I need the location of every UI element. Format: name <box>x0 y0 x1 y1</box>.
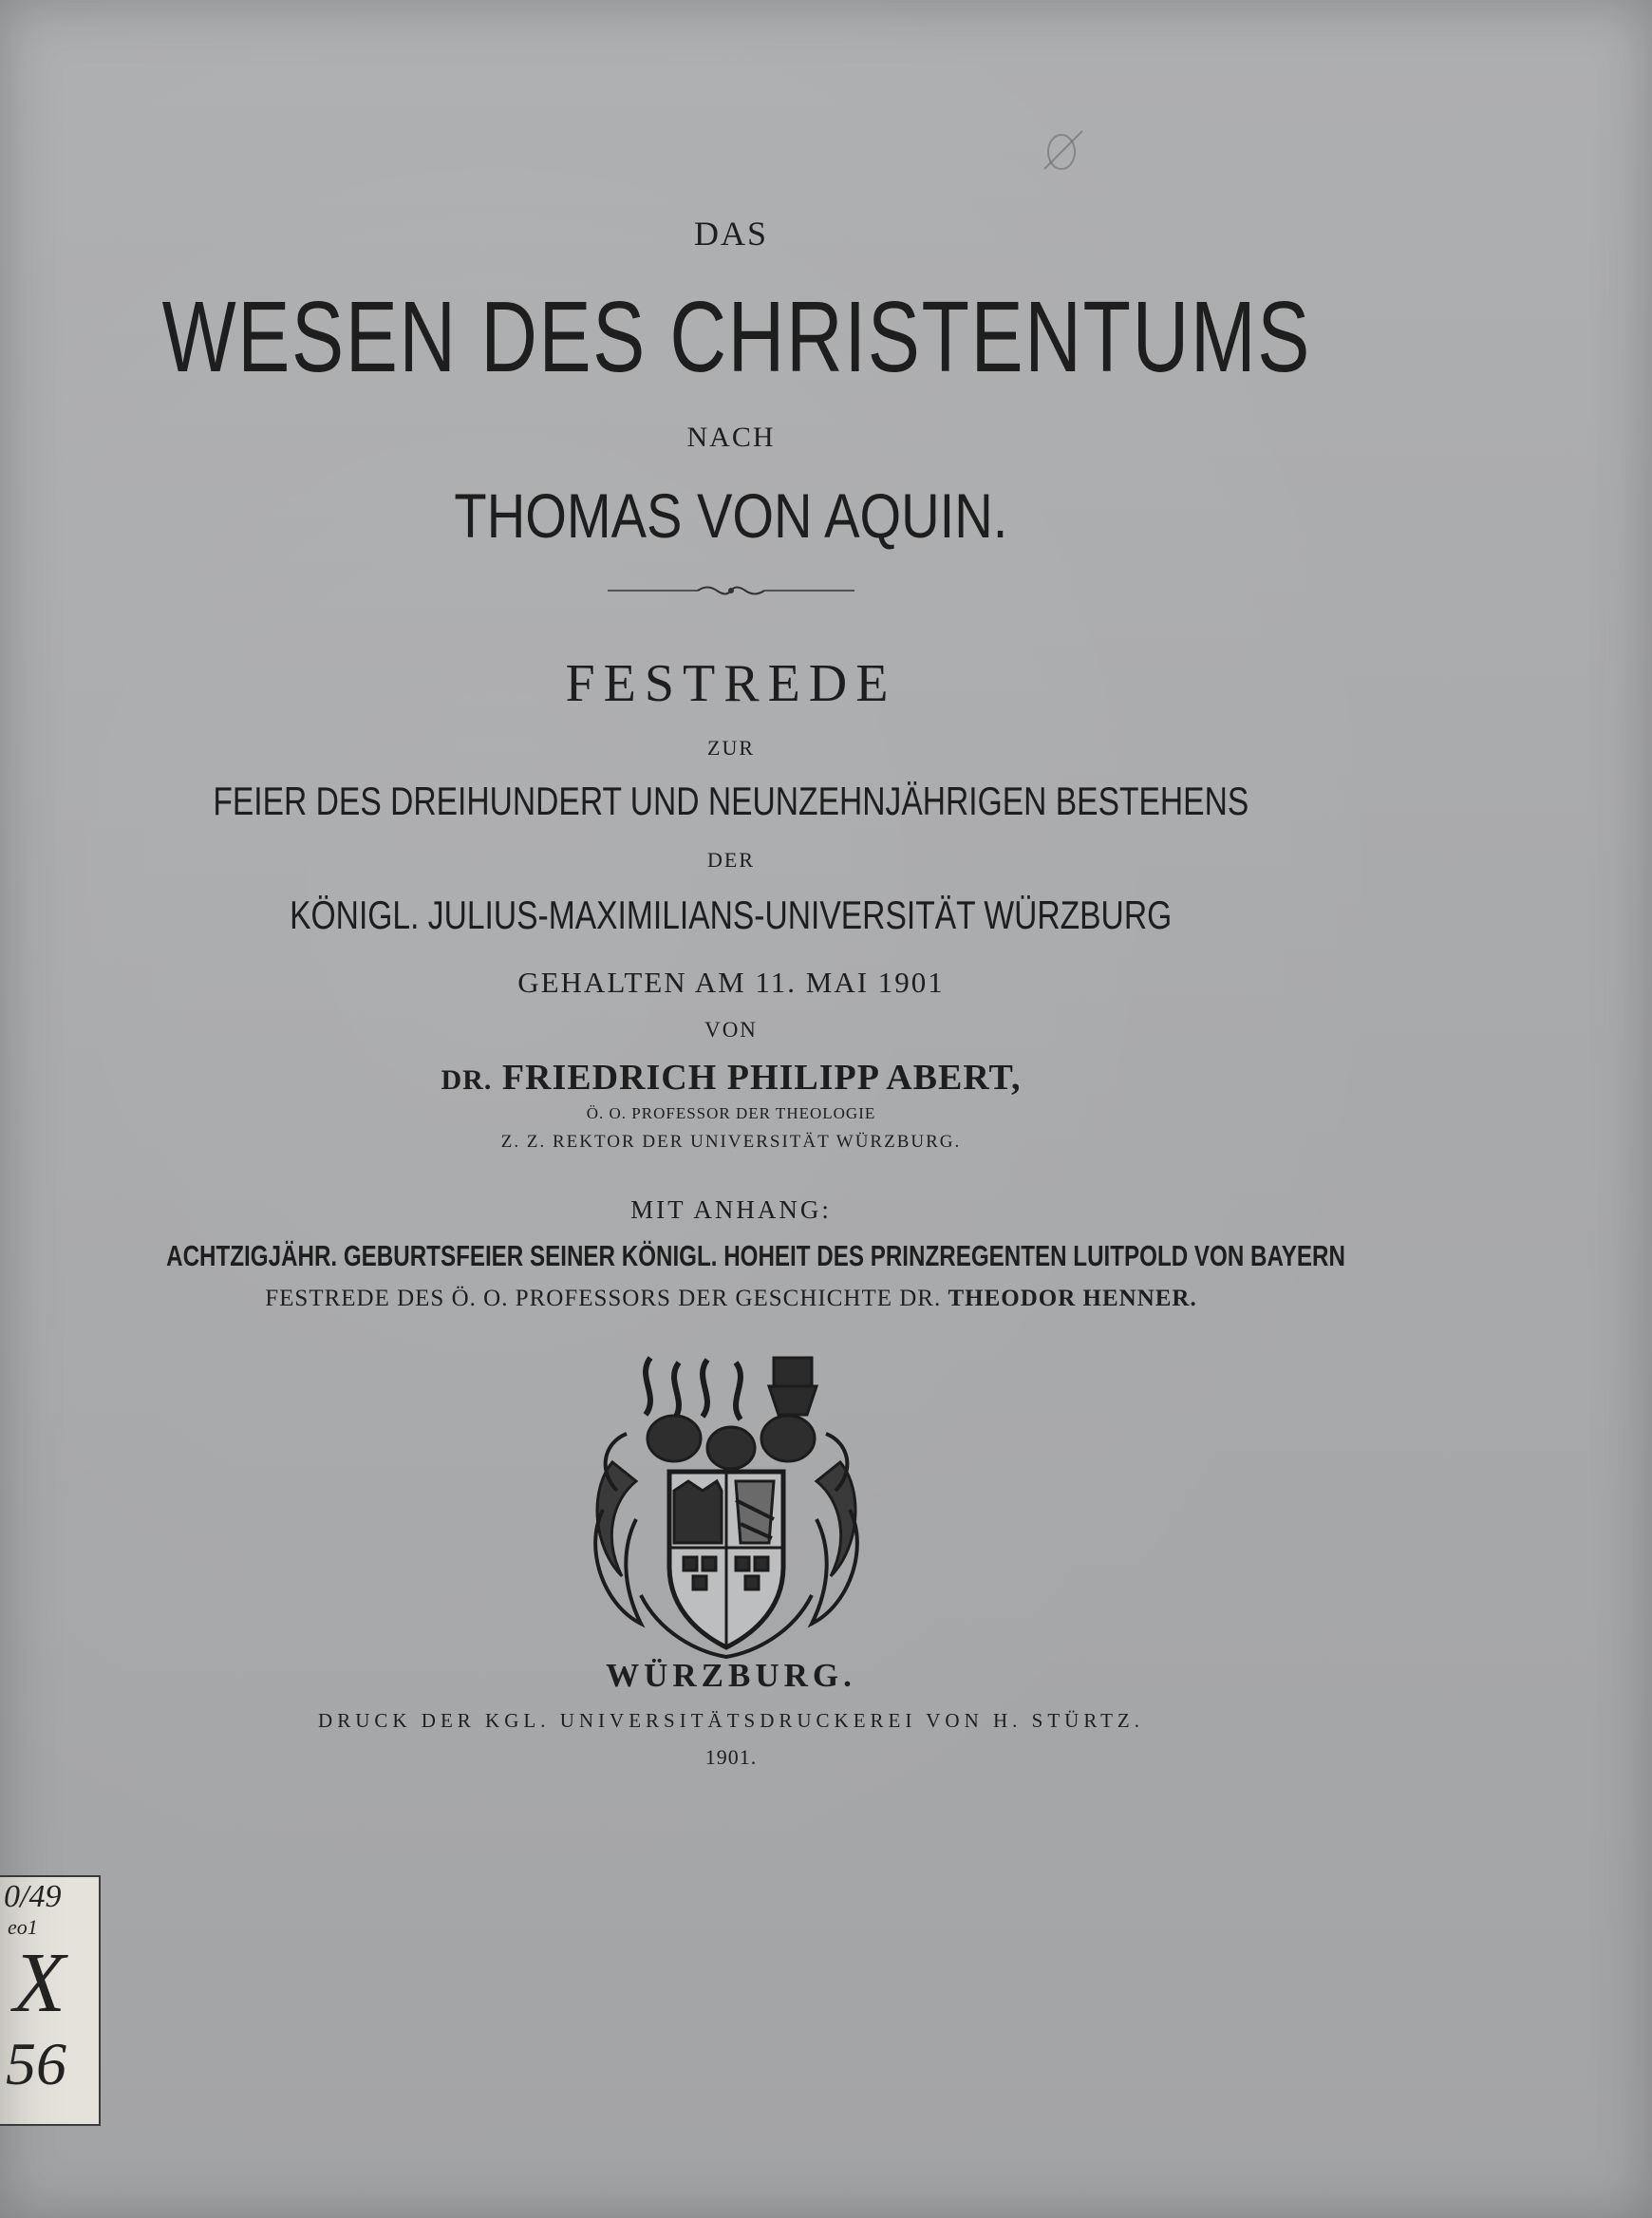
university-text: KÖNIGL. JULIUS-MAXIMILIANS-UNIVERSITÄT WÜRZBURG <box>290 893 1173 937</box>
appendix-line-2-name: THEODOR HENNER. <box>948 1286 1197 1311</box>
appendix-line-2-prefix: FESTREDE DES Ö. O. PROFESSORS DER GESCHICHTE DR. <box>265 1286 942 1311</box>
appendix-line-2 <box>0 1286 1462 1312</box>
der-line: DER <box>707 848 755 872</box>
label-line-3: X <box>13 1936 66 2030</box>
library-shelf-label <box>0 1875 101 2126</box>
coat-of-arms <box>584 1348 869 1662</box>
author-prefix: DR. <box>441 1064 493 1096</box>
occasion-line <box>0 779 1462 824</box>
appendix-line-1 <box>0 1239 1462 1273</box>
zur-line: ZUR <box>707 736 755 760</box>
ornamental-rule <box>608 581 854 600</box>
date-line: GEHALTEN AM 11. MAI 1901 <box>517 966 945 999</box>
appendix-label: MIT ANHANG: <box>630 1195 832 1224</box>
main-title <box>0 280 1462 395</box>
appendix-line-1-text: ACHTZIGJÄHR. GEBURTSFEIER SEINER KÖNIGL. HOHEIT DES PRINZREGENTEN LUITPOLD VON BAYERN <box>166 1239 1345 1272</box>
main-title-text: WESEN DES CHRISTENTUMS <box>161 281 1311 393</box>
von-line: VON <box>704 1018 758 1042</box>
label-line-2: eo1 <box>8 1915 38 1939</box>
university-line <box>0 893 1462 938</box>
pencil-mark <box>1035 123 1092 180</box>
label-line-1: 0/49 <box>4 1879 62 1914</box>
festrede-line: FESTREDE <box>565 654 897 713</box>
label-line-4: 56 <box>6 2030 66 2097</box>
nach-line: NACH <box>686 422 776 453</box>
author-title-2: Z. Z. REKTOR DER UNIVERSITÄT WÜRZBURG. <box>500 1132 962 1152</box>
author-name: FRIEDRICH PHILIPP ABERT, <box>501 1058 1022 1098</box>
place-line: WÜRZBURG. <box>606 1657 856 1694</box>
printer-line: DRUCK DER KGL. UNIVERSITÄTSDRUCKEREI VON H. STÜRTZ. <box>318 1709 1144 1732</box>
das-line: DAS <box>693 215 769 253</box>
author-title-1: Ö. O. PROFESSOR DER THEOLOGIE <box>586 1104 876 1122</box>
occasion-text: FEIER DES DREIHUNDERT UND NEUNZEHNJÄHRIGEN BESTEHENS <box>213 779 1249 823</box>
subject-text: THOMAS VON AQUIN. <box>454 480 1008 551</box>
author-line <box>0 1057 1462 1099</box>
year-line: 1901. <box>704 1745 758 1769</box>
subject-line <box>0 479 1462 552</box>
